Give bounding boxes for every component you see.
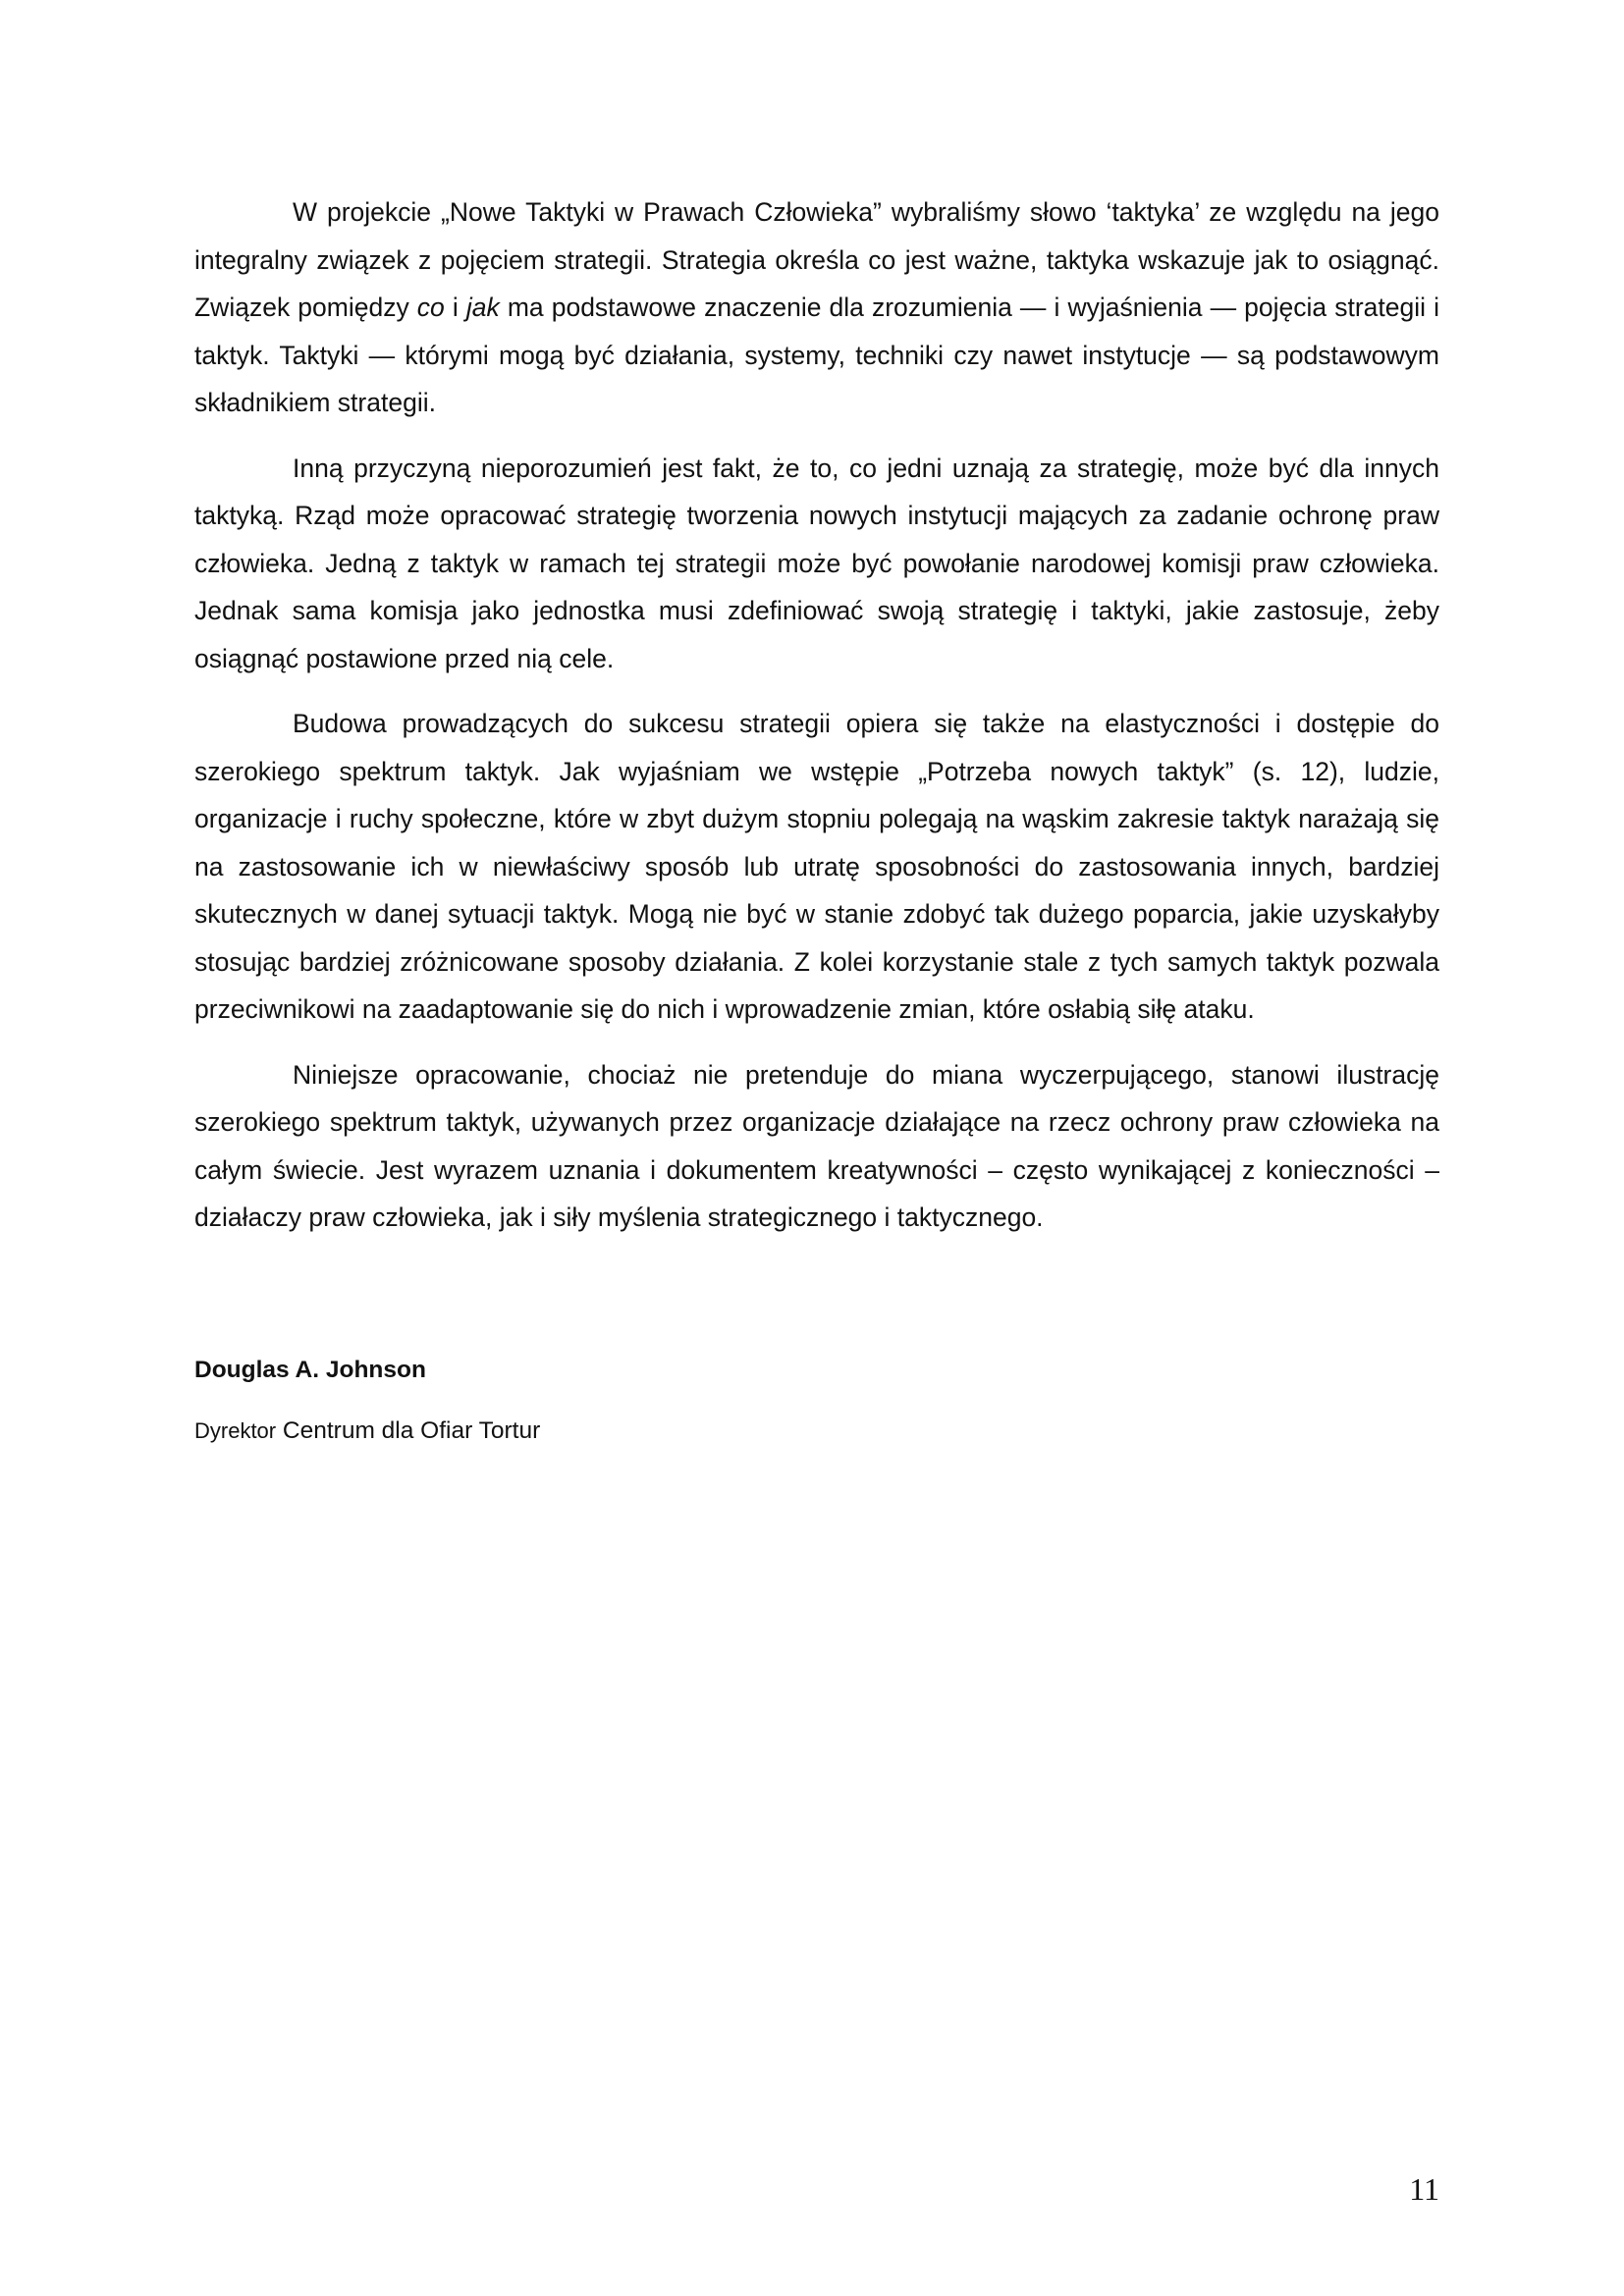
author-role-organization: Centrum dla Ofiar Tortur (276, 1417, 541, 1444)
paragraph-3 (194, 700, 1439, 1034)
paragraph-1-segment-2-italic: co (416, 293, 445, 322)
paragraph-1-segment-4-italic: jak (465, 293, 500, 322)
paragraph-1-segment-1: W projekcie „Nowe Taktyki w Prawach Człowieka” wybraliśmy słowo ‘taktyka’ ze względu na jego integralny związek z pojęciem strategii. Strategia określa co jest ważne, taktyka wskazuje jak to osiągnąć. Związek pomiędzy (194, 197, 1439, 322)
paragraph-2-text: Inną przyczyną nieporozumień jest fakt, że to, co jedni uznają za strategię, może być dla innych taktyką. Rząd może opracować strategię tworzenia nowych instytucji mających za zadanie ochronę praw człowieka. Jedną z taktyk w ramach tej strategii może być powołanie narodowej komisji praw człowieka. Jednak sama komisja jako jednostka musi zdefiniować swoją strategię i taktyki, jakie zastosuje, żeby osiągnąć postawione przed nią cele. (194, 453, 1439, 673)
author-role-prefix: Dyrektor (194, 1418, 277, 1443)
author-name: Douglas A. Johnson (194, 1357, 426, 1383)
paragraph-1-segment-5: ma podstawowe znaczenie dla zrozumienia — i wyjaśnienia — pojęcia strategii i taktyk. Taktyki — którymi mogą być działania, systemy, techniki czy nawet instytucje — są podstawowym składnikiem strategii. (194, 293, 1439, 417)
signature-block (194, 1355, 1439, 1447)
paragraph-1-segment-3: i (444, 293, 466, 322)
paragraph-4 (194, 1051, 1439, 1242)
paragraph-1 (194, 188, 1439, 427)
page-number: 11 (1409, 2171, 1439, 2207)
author-role (194, 1415, 1439, 1447)
paragraph-3-text: Budowa prowadzących do sukcesu strategii opiera się także na elastyczności i dostępie do szerokiego spektrum taktyk. Jak wyjaśniam we wstępie „Potrzeba nowych taktyk” (s. 12), ludzie, organizacje i ruchy społeczne, które w zbyt dużym stopniu polegają na wąskim zakresie taktyk narażają się na zastosowanie ich w niewłaściwy sposób lub utratę sposobności do zastosowania innych, bardziej skutecznych w danej sytuacji taktyk. Mogą nie być w stanie zdobyć tak dużego poparcia, jakie uzyskałyby stosując bardziej zróżnicowane sposoby działania. Z kolei korzystanie stale z tych samych taktyk pozwala przeciwnikowi na zaadaptowanie się do nich i wprowadzenie zmian, które osłabią siłę ataku. (194, 709, 1439, 1024)
paragraph-2 (194, 445, 1439, 683)
paragraph-4-text: Niniejsze opracowanie, chociaż nie pretenduje do miana wyczerpującego, stanowi ilustrację szerokiego spektrum taktyk, używanych przez organizacje działające na rzecz ochrony praw człowieka na całym świecie. Jest wyrazem uznania i dokumentem kreatywności – często wynikającej z konieczności – działaczy praw człowieka, jak i siły myślenia strategicznego i taktycznego. (194, 1059, 1439, 1232)
body-text (194, 188, 1439, 1259)
